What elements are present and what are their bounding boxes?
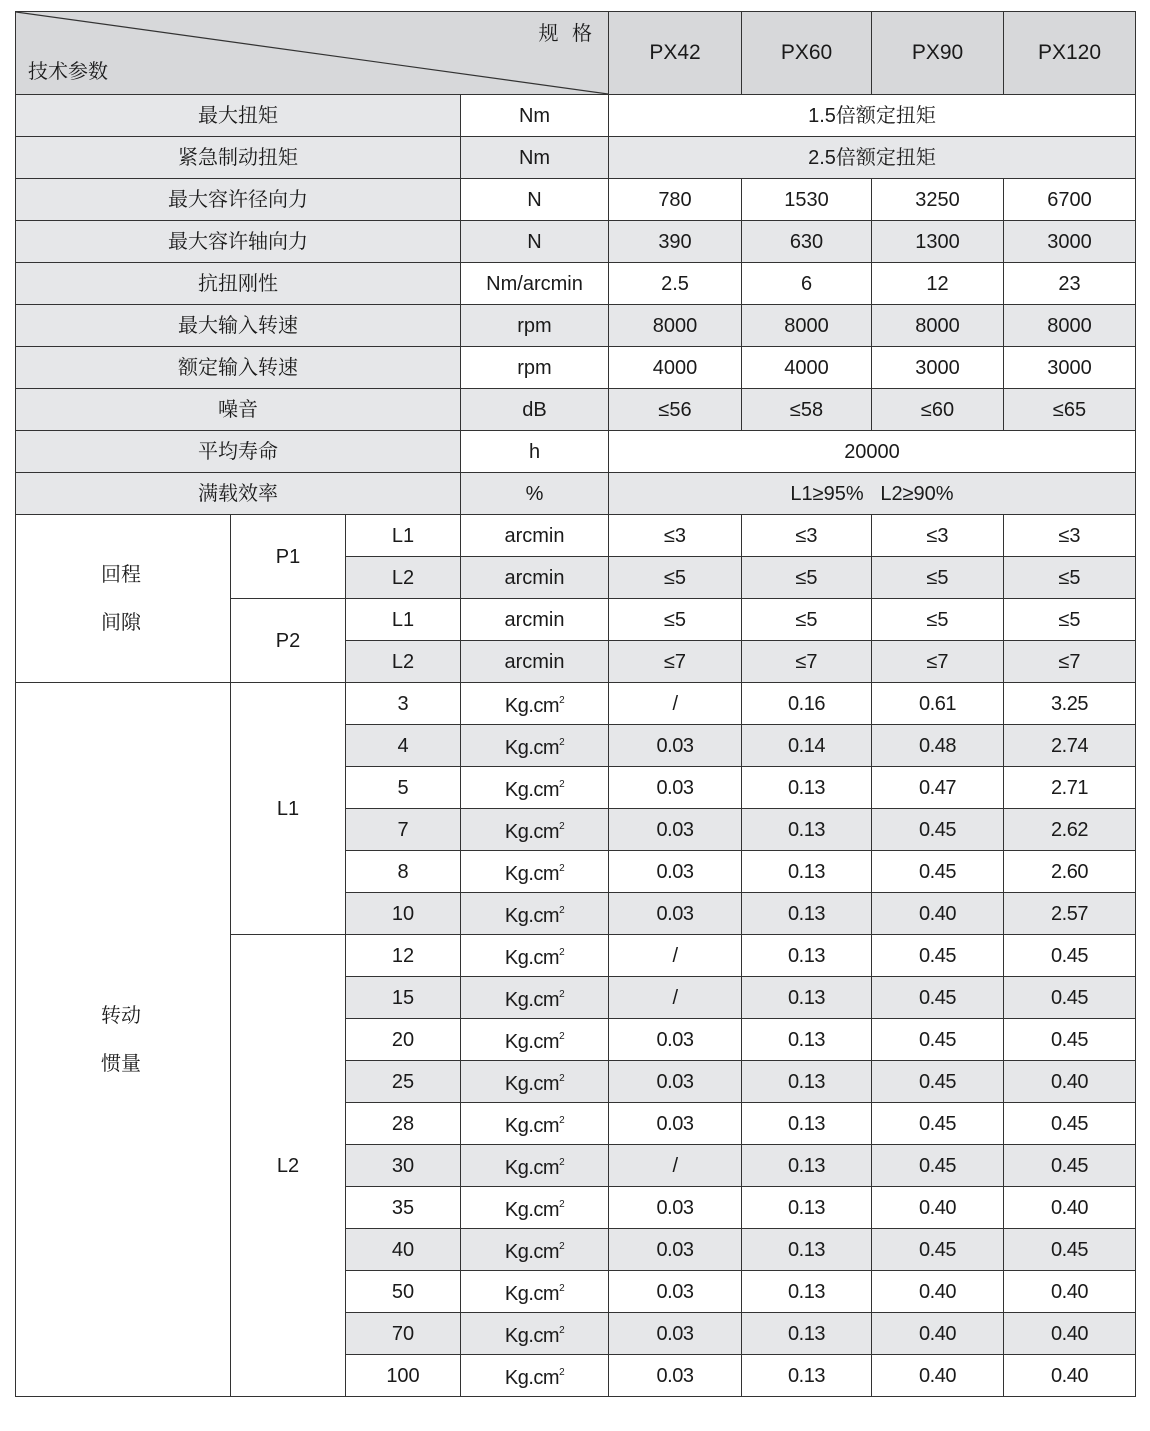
- value-cell: /: [609, 977, 742, 1019]
- spec-row: [16, 347, 1136, 389]
- value-cell: 0.45: [1004, 935, 1136, 977]
- unit-superscript: 2: [559, 1115, 565, 1126]
- param-label: 最大容许轴向力: [16, 221, 461, 263]
- inertia-label: [16, 683, 231, 1397]
- unit-superscript: 2: [559, 905, 565, 916]
- value-cell: ≤7: [1004, 641, 1136, 683]
- value-cell: 0.45: [872, 1061, 1004, 1103]
- value-cell: ≤5: [872, 599, 1004, 641]
- corner-header-cell: [16, 12, 609, 95]
- ratio-cell: 25: [346, 1061, 461, 1103]
- backlash-label: [16, 515, 231, 683]
- unit-cell: N: [461, 221, 609, 263]
- value-cell: 4000: [742, 347, 872, 389]
- unit-superscript: 2: [559, 1325, 565, 1336]
- value-cell: 3.25: [1004, 683, 1136, 725]
- unit-base: Kg.cm: [504, 821, 560, 843]
- value-cell: 8000: [1004, 305, 1136, 347]
- ratio-cell: 10: [346, 893, 461, 935]
- unit-cell: Nm: [461, 137, 609, 179]
- value-cell: 0.40: [1004, 1271, 1136, 1313]
- value-cell: 0.13: [742, 809, 872, 851]
- value-cell: 2.71: [1004, 767, 1136, 809]
- stage-cell: L2: [346, 641, 461, 683]
- unit-cell: rpm: [461, 305, 609, 347]
- value-cell: 0.40: [872, 1355, 1004, 1397]
- unit-cell: arcmin: [461, 515, 609, 557]
- ratio-cell: 15: [346, 977, 461, 1019]
- unit-superscript: 2: [559, 695, 565, 706]
- value-cell: 0.40: [1004, 1187, 1136, 1229]
- value-cell: 0.03: [609, 1103, 742, 1145]
- value-cell: 0.45: [872, 935, 1004, 977]
- ratio-cell: 100: [346, 1355, 461, 1397]
- value-cell: 0.47: [872, 767, 1004, 809]
- value-cell: 1530: [742, 179, 872, 221]
- merged-value-cell: 20000: [609, 431, 1136, 473]
- unit-base: Kg.cm: [504, 1115, 560, 1137]
- param-label: 最大扭矩: [16, 95, 461, 137]
- value-cell: 0.13: [742, 1187, 872, 1229]
- ratio-cell: 8: [346, 851, 461, 893]
- param-label: 紧急制动扭矩: [16, 137, 461, 179]
- ratio-cell: 70: [346, 1313, 461, 1355]
- value-cell: ≤65: [1004, 389, 1136, 431]
- value-cell: 1300: [872, 221, 1004, 263]
- unit-cell: rpm: [461, 347, 609, 389]
- value-cell: ≤7: [872, 641, 1004, 683]
- unit-base: Kg.cm: [504, 1367, 560, 1389]
- merged-value-cell: 1.5倍额定扭矩: [609, 95, 1136, 137]
- unit-superscript: 2: [559, 989, 565, 1000]
- value-cell: 0.40: [872, 1271, 1004, 1313]
- value-cell: 0.40: [1004, 1355, 1136, 1397]
- value-cell: 0.45: [872, 977, 1004, 1019]
- ratio-cell: 50: [346, 1271, 461, 1313]
- value-cell: 2.62: [1004, 809, 1136, 851]
- value-cell: 0.13: [742, 1271, 872, 1313]
- unit-base: Kg.cm: [504, 1325, 560, 1347]
- precision-grade-cell: P2: [231, 599, 346, 683]
- unit-cell: [461, 1019, 609, 1061]
- spec-row: [16, 95, 1136, 137]
- value-cell: 0.40: [1004, 1313, 1136, 1355]
- value-cell: 12: [872, 263, 1004, 305]
- param-label: 抗扭刚性: [16, 263, 461, 305]
- value-cell: ≤5: [609, 557, 742, 599]
- spec-row: [16, 221, 1136, 263]
- spec-table: [15, 11, 1136, 1397]
- unit-base: Kg.cm: [504, 1241, 560, 1263]
- precision-grade-cell: P1: [231, 515, 346, 599]
- unit-cell: [461, 1103, 609, 1145]
- unit-base: Kg.cm: [504, 1031, 560, 1053]
- value-cell: 23: [1004, 263, 1136, 305]
- backlash-label-line2: 间隙: [101, 611, 141, 634]
- ratio-cell: 4: [346, 725, 461, 767]
- spec-row: [16, 305, 1136, 347]
- value-cell: 630: [742, 221, 872, 263]
- value-cell: 0.03: [609, 1271, 742, 1313]
- value-cell: 0.13: [742, 977, 872, 1019]
- value-cell: 6700: [1004, 179, 1136, 221]
- unit-cell: N: [461, 179, 609, 221]
- value-cell: 0.13: [742, 1355, 872, 1397]
- spec-row: [16, 179, 1136, 221]
- param-label: 最大容许径向力: [16, 179, 461, 221]
- param-label: 满载效率: [16, 473, 461, 515]
- value-cell: 0.13: [742, 767, 872, 809]
- value-cell: 0.45: [1004, 977, 1136, 1019]
- unit-cell: arcmin: [461, 599, 609, 641]
- unit-base: Kg.cm: [504, 863, 560, 885]
- value-cell: 390: [609, 221, 742, 263]
- spec-row: [16, 263, 1136, 305]
- value-cell: 0.45: [1004, 1145, 1136, 1187]
- value-cell: ≤3: [609, 515, 742, 557]
- value-cell: /: [609, 935, 742, 977]
- unit-cell: [461, 1187, 609, 1229]
- value-cell: ≤56: [609, 389, 742, 431]
- ratio-cell: 40: [346, 1229, 461, 1271]
- value-cell: 8000: [742, 305, 872, 347]
- value-cell: 0.45: [1004, 1103, 1136, 1145]
- unit-superscript: 2: [559, 947, 565, 958]
- unit-cell: h: [461, 431, 609, 473]
- stage-cell: L1: [346, 599, 461, 641]
- ratio-cell: 5: [346, 767, 461, 809]
- unit-cell: [461, 1313, 609, 1355]
- unit-cell: [461, 1355, 609, 1397]
- unit-cell: [461, 1145, 609, 1187]
- unit-base: Kg.cm: [504, 1157, 560, 1179]
- unit-cell: Nm/arcmin: [461, 263, 609, 305]
- inertia-label-line1: 转动: [101, 1004, 141, 1027]
- unit-base: Kg.cm: [504, 737, 560, 759]
- value-cell: 0.14: [742, 725, 872, 767]
- value-cell: 0.45: [872, 1103, 1004, 1145]
- unit-cell: [461, 1229, 609, 1271]
- value-cell: 4000: [609, 347, 742, 389]
- unit-cell: [461, 977, 609, 1019]
- value-cell: 0.03: [609, 1355, 742, 1397]
- value-cell: ≤3: [872, 515, 1004, 557]
- value-cell: 0.16: [742, 683, 872, 725]
- value-cell: 0.13: [742, 851, 872, 893]
- value-cell: ≤5: [609, 599, 742, 641]
- inertia-label-line2: 惯量: [101, 1052, 141, 1075]
- value-cell: 0.03: [609, 893, 742, 935]
- unit-cell: arcmin: [461, 557, 609, 599]
- value-cell: 0.13: [742, 1061, 872, 1103]
- value-cell: 6: [742, 263, 872, 305]
- unit-cell: %: [461, 473, 609, 515]
- unit-cell: arcmin: [461, 641, 609, 683]
- value-cell: ≤60: [872, 389, 1004, 431]
- param-label: 噪音: [16, 389, 461, 431]
- value-cell: ≤7: [742, 641, 872, 683]
- unit-base: Kg.cm: [504, 989, 560, 1011]
- value-cell: 0.03: [609, 1229, 742, 1271]
- value-cell: 0.03: [609, 809, 742, 851]
- ratio-cell: 12: [346, 935, 461, 977]
- param-label: 平均寿命: [16, 431, 461, 473]
- ratio-cell: 28: [346, 1103, 461, 1145]
- value-cell: /: [609, 683, 742, 725]
- unit-base: Kg.cm: [504, 1073, 560, 1095]
- ratio-cell: 3: [346, 683, 461, 725]
- ratio-cell: 30: [346, 1145, 461, 1187]
- unit-superscript: 2: [559, 1367, 565, 1378]
- unit-cell: [461, 683, 609, 725]
- value-cell: 0.45: [872, 1145, 1004, 1187]
- value-cell: 2.57: [1004, 893, 1136, 935]
- unit-cell: [461, 1271, 609, 1313]
- unit-cell: [461, 809, 609, 851]
- spec-row: [16, 431, 1136, 473]
- value-cell: 0.40: [872, 1187, 1004, 1229]
- value-cell: 0.13: [742, 1229, 872, 1271]
- unit-superscript: 2: [559, 863, 565, 874]
- value-cell: 2.5: [609, 263, 742, 305]
- value-cell: 2.60: [1004, 851, 1136, 893]
- merged-value-cell: 2.5倍额定扭矩: [609, 137, 1136, 179]
- unit-superscript: 2: [559, 821, 565, 832]
- model-header-px60: PX60: [742, 12, 872, 95]
- unit-superscript: 2: [559, 1199, 565, 1210]
- value-cell: ≤5: [742, 599, 872, 641]
- value-cell: ≤7: [609, 641, 742, 683]
- ratio-cell: 20: [346, 1019, 461, 1061]
- value-cell: 0.45: [872, 1229, 1004, 1271]
- value-cell: 0.40: [872, 1313, 1004, 1355]
- value-cell: 3000: [1004, 221, 1136, 263]
- unit-base: Kg.cm: [504, 779, 560, 801]
- value-cell: ≤3: [1004, 515, 1136, 557]
- unit-base: Kg.cm: [504, 695, 560, 717]
- value-cell: ≤5: [872, 557, 1004, 599]
- backlash-row: [16, 515, 1136, 557]
- value-cell: 0.48: [872, 725, 1004, 767]
- value-cell: 0.13: [742, 935, 872, 977]
- unit-superscript: 2: [559, 1241, 565, 1252]
- value-cell: 3250: [872, 179, 1004, 221]
- ratio-cell: 7: [346, 809, 461, 851]
- unit-superscript: 2: [559, 779, 565, 790]
- value-cell: 0.45: [1004, 1019, 1136, 1061]
- model-header-px120: PX120: [1004, 12, 1136, 95]
- unit-cell: [461, 1061, 609, 1103]
- value-cell: 0.45: [872, 809, 1004, 851]
- value-cell: 0.03: [609, 851, 742, 893]
- value-cell: 8000: [609, 305, 742, 347]
- backlash-label-line1: 回程: [101, 563, 141, 586]
- value-cell: 0.45: [872, 851, 1004, 893]
- value-cell: 0.13: [742, 1313, 872, 1355]
- value-cell: 0.13: [742, 1145, 872, 1187]
- value-cell: 0.03: [609, 1313, 742, 1355]
- unit-superscript: 2: [559, 1031, 565, 1042]
- unit-cell: [461, 893, 609, 935]
- model-header-px90: PX90: [872, 12, 1004, 95]
- value-cell: ≤5: [742, 557, 872, 599]
- spec-header-label: 规 格: [538, 23, 596, 45]
- spec-row: [16, 137, 1136, 179]
- value-cell: 0.40: [872, 893, 1004, 935]
- value-cell: 0.03: [609, 1019, 742, 1061]
- unit-base: Kg.cm: [504, 947, 560, 969]
- unit-base: Kg.cm: [504, 1199, 560, 1221]
- unit-base: Kg.cm: [504, 905, 560, 927]
- ratio-cell: 35: [346, 1187, 461, 1229]
- value-cell: 8000: [872, 305, 1004, 347]
- value-cell: 0.13: [742, 1103, 872, 1145]
- unit-cell: dB: [461, 389, 609, 431]
- value-cell: ≤5: [1004, 599, 1136, 641]
- value-cell: ≤5: [1004, 557, 1136, 599]
- value-cell: 3000: [1004, 347, 1136, 389]
- stage-cell: L1: [346, 515, 461, 557]
- value-cell: 0.13: [742, 893, 872, 935]
- unit-cell: [461, 767, 609, 809]
- value-cell: 0.03: [609, 767, 742, 809]
- unit-superscript: 2: [559, 1283, 565, 1294]
- value-cell: 0.03: [609, 1187, 742, 1229]
- value-cell: 0.13: [742, 1019, 872, 1061]
- value-cell: /: [609, 1145, 742, 1187]
- param-header-label: 技术参数: [28, 61, 108, 83]
- stage-cell: L2: [346, 557, 461, 599]
- stage-group-cell: L1: [231, 683, 346, 935]
- unit-cell: [461, 935, 609, 977]
- value-cell: 0.03: [609, 1061, 742, 1103]
- stage-group-cell: L2: [231, 935, 346, 1397]
- value-cell: 0.40: [1004, 1061, 1136, 1103]
- unit-superscript: 2: [559, 1073, 565, 1084]
- value-cell: 0.03: [609, 725, 742, 767]
- unit-superscript: 2: [559, 737, 565, 748]
- inertia-row: [16, 683, 1136, 725]
- unit-cell: [461, 725, 609, 767]
- value-cell: 2.74: [1004, 725, 1136, 767]
- spec-row: [16, 389, 1136, 431]
- value-cell: ≤58: [742, 389, 872, 431]
- unit-cell: [461, 851, 609, 893]
- value-cell: ≤3: [742, 515, 872, 557]
- spec-row: [16, 473, 1136, 515]
- value-cell: 0.45: [872, 1019, 1004, 1061]
- param-label: 额定输入转速: [16, 347, 461, 389]
- merged-value-cell: L1≥95% L2≥90%: [609, 473, 1136, 515]
- header-row: [16, 12, 1136, 95]
- value-cell: 0.45: [1004, 1229, 1136, 1271]
- model-header-px42: PX42: [609, 12, 742, 95]
- unit-superscript: 2: [559, 1157, 565, 1168]
- value-cell: 780: [609, 179, 742, 221]
- unit-cell: Nm: [461, 95, 609, 137]
- value-cell: 3000: [872, 347, 1004, 389]
- unit-base: Kg.cm: [504, 1283, 560, 1305]
- param-label: 最大输入转速: [16, 305, 461, 347]
- value-cell: 0.61: [872, 683, 1004, 725]
